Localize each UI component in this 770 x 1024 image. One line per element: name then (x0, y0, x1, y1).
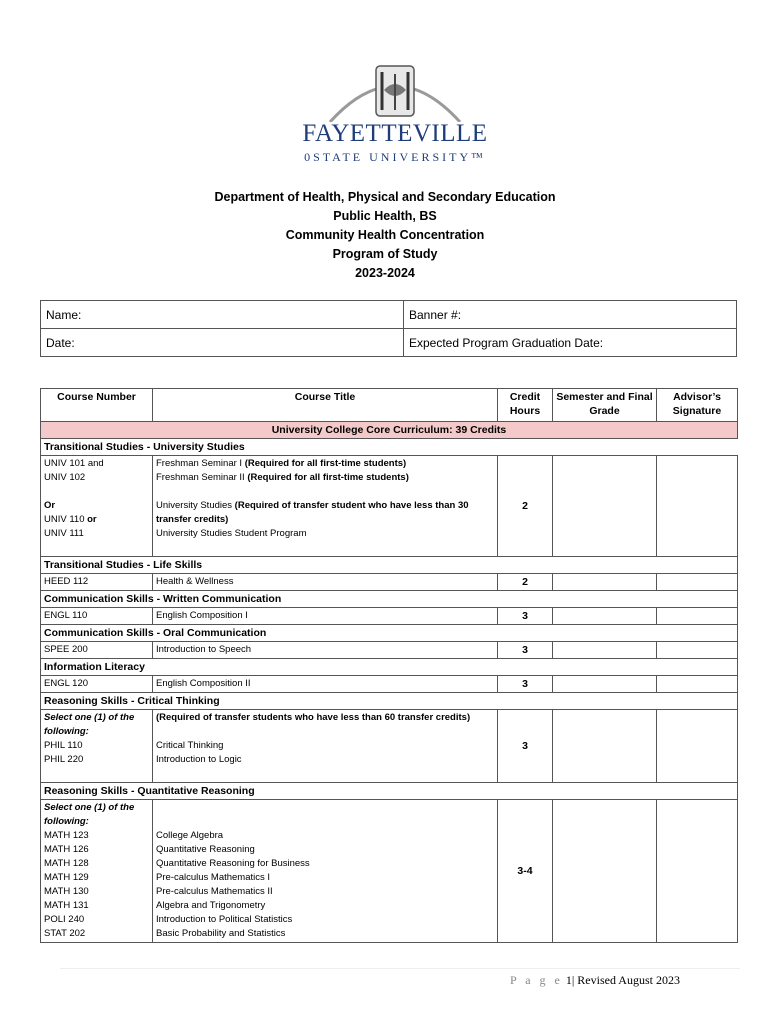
name-label: Name: (46, 307, 82, 322)
banner-label: Banner #: (409, 307, 462, 322)
course-title: Freshman Seminar I (156, 458, 245, 469)
course-number: PHIL 220 (44, 754, 84, 765)
grade-cell[interactable] (553, 456, 657, 557)
select-instruction: Select one (1) of the following: (44, 802, 135, 827)
credit-hours-cell: 3 (498, 676, 553, 693)
signature-cell[interactable] (657, 574, 738, 591)
table-row (41, 456, 738, 557)
course-number: UNIV 110 (44, 514, 88, 525)
signature-cell[interactable] (657, 456, 738, 557)
course-number: MATH 123 (44, 830, 89, 841)
select-instruction: Select one (1) of the following: (44, 712, 135, 737)
credit-hours-cell: 2 (498, 574, 553, 591)
course-number-cell (41, 800, 153, 943)
course-number-cell: ENGL 110 (41, 608, 153, 625)
or-label: or (87, 514, 97, 525)
table-row (41, 710, 738, 783)
grade-cell[interactable] (553, 710, 657, 783)
page-number: 1 (565, 973, 572, 987)
table-row (41, 800, 738, 943)
course-note: (Required for all first-time students) (244, 458, 407, 469)
table-row (41, 642, 738, 659)
footer-divider (60, 968, 740, 969)
course-title: Critical Thinking (156, 740, 224, 751)
course-number-cell: SPEE 200 (41, 642, 153, 659)
course-title-cell (153, 710, 498, 783)
course-number: UNIV 111 (44, 528, 84, 539)
course-title: University Studies (156, 500, 235, 511)
logo-wordmark: FAYETTEVILLE (302, 120, 488, 147)
section-title: Communication Skills - Oral Communication (41, 625, 738, 642)
section-header (41, 591, 738, 608)
header-course-title: Course Title (153, 389, 498, 422)
academic-year: 2023-2024 (355, 266, 415, 280)
university-seal-icon (300, 60, 490, 122)
course-number: PHIL 110 (44, 740, 83, 751)
header-credit-hours: Credit Hours (498, 389, 553, 422)
credit-hours-cell: 3-4 (498, 800, 553, 943)
section-title: Transitional Studies - Life Skills (41, 557, 738, 574)
course-number: MATH 129 (44, 872, 89, 883)
table-row (41, 676, 738, 693)
name-field[interactable] (41, 301, 404, 329)
course-number: MATH 131 (44, 900, 89, 911)
course-title: Algebra and Trigonometry (156, 900, 266, 911)
course-title: College Algebra (156, 830, 224, 841)
course-number-cell: HEED 112 (41, 574, 153, 591)
section-header (41, 659, 738, 676)
course-title-cell: English Composition II (153, 676, 498, 693)
section-header (41, 439, 738, 456)
logo-subline: 0STATE UNIVERSITY™ (304, 150, 486, 164)
date-label: Date: (46, 335, 75, 350)
student-info-table (40, 300, 737, 357)
section-header (41, 557, 738, 574)
section-title: Communication Skills - Written Communication (41, 591, 738, 608)
signature-cell[interactable] (657, 676, 738, 693)
credit-hours-cell: 2 (498, 456, 553, 557)
course-note: (Required of transfer students who have less than 60 transfer credits) (156, 712, 471, 723)
credit-hours-cell: 3 (498, 642, 553, 659)
date-field[interactable] (41, 329, 404, 357)
credit-hours-cell: 3 (498, 608, 553, 625)
course-title: Quantitative Reasoning (156, 844, 255, 855)
document-type: Program of Study (332, 247, 438, 261)
program-title: Public Health, BS (333, 209, 437, 223)
or-label: Or (44, 500, 56, 511)
course-title-cell (153, 800, 498, 943)
grade-cell[interactable] (553, 574, 657, 591)
core-curriculum-banner (41, 422, 738, 439)
course-number: POLI 240 (44, 914, 85, 925)
grade-cell[interactable] (553, 608, 657, 625)
header-advisor-signature: Advisor’s Signature (657, 389, 738, 422)
course-number-cell: ENGL 120 (41, 676, 153, 693)
page-word: P a g e (510, 973, 563, 987)
courses-table (40, 388, 738, 943)
signature-cell[interactable] (657, 608, 738, 625)
graduation-date-field[interactable] (404, 329, 737, 357)
grade-cell[interactable] (553, 642, 657, 659)
header-semester-grade: Semester and Final Grade (553, 389, 657, 422)
table-row (41, 608, 738, 625)
section-title: Information Literacy (41, 659, 738, 676)
table-row (41, 574, 738, 591)
section-title: Transitional Studies - University Studies (41, 439, 738, 456)
course-number: MATH 130 (44, 886, 89, 897)
course-title-cell: Introduction to Speech (153, 642, 498, 659)
banner-field[interactable] (404, 301, 737, 329)
header-course-number: Course Number (41, 389, 153, 422)
table-header-row (41, 389, 738, 422)
section-title: Reasoning Skills - Quantitative Reasoning (41, 783, 738, 800)
course-number-cell (41, 456, 153, 557)
grade-cell[interactable] (553, 676, 657, 693)
course-number: UNIV 102 (44, 472, 86, 483)
signature-cell[interactable] (657, 800, 738, 943)
course-title: Pre-calculus Mathematics I (156, 872, 271, 883)
section-header (41, 783, 738, 800)
course-note: (Required for all first-time students) (247, 472, 409, 483)
university-logo (300, 60, 490, 170)
course-title: Introduction to Political Statistics (156, 914, 293, 925)
page-footer (510, 973, 680, 988)
section-title: Reasoning Skills - Critical Thinking (41, 693, 738, 710)
signature-cell[interactable] (657, 710, 738, 783)
concentration-title: Community Health Concentration (285, 228, 485, 242)
course-number: MATH 128 (44, 858, 89, 869)
grade-cell[interactable] (553, 800, 657, 943)
course-title: Quantitative Reasoning for Business (156, 858, 310, 869)
course-title: University Studies Student Program (156, 528, 307, 539)
course-number: MATH 126 (44, 844, 89, 855)
course-title: Pre-calculus Mathematics II (156, 886, 273, 897)
department-title: Department of Health, Physical and Secondary Education (214, 190, 556, 204)
course-title-cell: Health & Wellness (153, 574, 498, 591)
course-number: UNIV 101 and (44, 458, 104, 469)
document-heading (0, 188, 770, 283)
core-curriculum-label: University College Core Curriculum: 39 Credits (41, 422, 738, 439)
course-number-cell (41, 710, 153, 783)
signature-cell[interactable] (657, 642, 738, 659)
course-title-cell: English Composition I (153, 608, 498, 625)
course-title-cell (153, 456, 498, 557)
section-header (41, 693, 738, 710)
course-title: Introduction to Logic (156, 754, 242, 765)
course-number: STAT 202 (44, 928, 86, 939)
course-title: Freshman Seminar II (156, 472, 248, 483)
section-header (41, 625, 738, 642)
graduation-date-label: Expected Program Graduation Date: (409, 335, 604, 350)
course-title: Basic Probability and Statistics (156, 928, 286, 939)
revision-date: | Revised August 2023 (571, 973, 680, 987)
course-note: (Required of transfer student who have less than 30 transfer credits) (156, 500, 469, 525)
credit-hours-cell: 3 (498, 710, 553, 783)
